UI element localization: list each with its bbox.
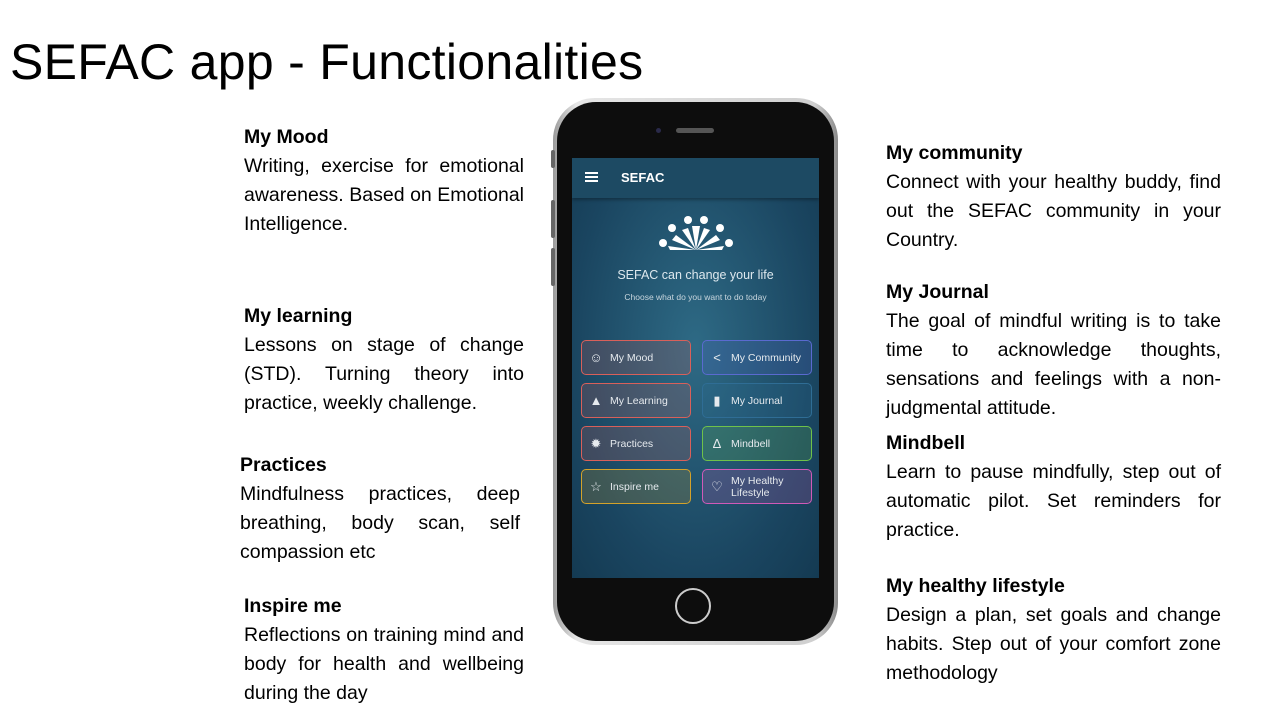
app-button-label: Mindbell: [731, 437, 771, 450]
app-button-label: My Healthy Lifestyle: [731, 474, 784, 499]
hamburger-menu-icon[interactable]: [585, 172, 598, 182]
app-button-mindbell[interactable]: [702, 426, 812, 461]
feature-text: Design a plan, set goals and change habits. Step out of your comfort zone methodology: [886, 604, 1221, 684]
feature-heading: My learning: [244, 305, 353, 327]
feature-heading: My community: [886, 142, 1023, 164]
app-button-my-healthy-lifestyle[interactable]: [702, 469, 812, 504]
feature-mindbell: [886, 429, 1221, 545]
book-icon: ▮: [713, 392, 721, 408]
feature-my-community: [886, 139, 1221, 255]
app-button-label: My Community: [731, 351, 802, 364]
app-button-label: Inspire me: [610, 480, 660, 493]
phone-mute-switch: [551, 150, 555, 168]
home-button[interactable]: [675, 588, 711, 624]
feature-heading: Mindbell: [886, 432, 966, 454]
tagline: SEFAC can change your life: [617, 268, 774, 282]
feature-heading: Practices: [240, 454, 327, 476]
gear-icon: ✹: [590, 435, 602, 451]
feature-my-healthy-lifestyle: [886, 572, 1221, 688]
app-button-my-journal[interactable]: [702, 383, 812, 418]
feature-practices: [240, 451, 520, 567]
feature-my-learning: [244, 302, 524, 418]
feature-inspire-me: [244, 592, 524, 708]
feature-heading: My Mood: [244, 126, 329, 148]
feature-heading: My Journal: [886, 281, 989, 303]
feature-text: Writing, exercise for emotional awareness. Based on Emotional Intelligence.: [244, 155, 524, 235]
bell-icon: Δ: [712, 435, 722, 451]
app-button-practices[interactable]: [581, 426, 691, 461]
star-icon: ☆: [590, 478, 602, 494]
phone-volume-up: [551, 200, 555, 238]
phone-volume-down: [551, 248, 555, 286]
feature-text: Mindfulness practices, deep breathing, body scan, self compassion etc: [240, 483, 520, 563]
smiley-icon: ☺: [589, 349, 603, 365]
feature-my-journal: [886, 278, 1221, 423]
app-button-label: My Learning: [610, 394, 668, 407]
feature-text: Connect with your healthy buddy, find out the SEFAC community in your Country.: [886, 171, 1221, 251]
app-button-label: Practices: [610, 437, 654, 450]
share-icon: <: [713, 349, 721, 365]
feature-heading: Inspire me: [244, 595, 342, 617]
app-button-my-mood[interactable]: [581, 340, 691, 375]
app-bar: [572, 158, 819, 198]
feature-my-mood: [244, 123, 524, 239]
phone-speaker: [676, 128, 714, 133]
feature-heading: My healthy lifestyle: [886, 575, 1065, 597]
subtitle: Choose what do you want to do today: [624, 292, 767, 302]
app-button-my-community[interactable]: [702, 340, 812, 375]
feature-text: Lessons on stage of change (STD). Turning theory into practice, weekly challenge.: [244, 334, 524, 414]
app-screen: [572, 158, 819, 578]
app-button-my-learning[interactable]: [581, 383, 691, 418]
app-title: SEFAC: [621, 170, 665, 185]
camera-icon: [656, 128, 661, 133]
sefac-logo-icon: [658, 216, 734, 252]
heart-icon: ♡: [711, 478, 723, 494]
app-button-inspire-me[interactable]: [581, 469, 691, 504]
feature-text: The goal of mindful writing is to take time to acknowledge thoughts, sensations and feelings with a non-judgmental attitude.: [886, 310, 1221, 419]
feature-text: Reflections on training mind and body for health and wellbeing during the day: [244, 624, 524, 704]
slide-title: SEFAC app - Functionalities: [10, 34, 644, 90]
graduation-cap-icon: ▲: [589, 392, 603, 408]
app-button-label: My Mood: [610, 351, 654, 364]
feature-text: Learn to pause mindfully, step out of automatic pilot. Set reminders for practice.: [886, 461, 1221, 541]
app-button-label: My Journal: [731, 394, 783, 407]
